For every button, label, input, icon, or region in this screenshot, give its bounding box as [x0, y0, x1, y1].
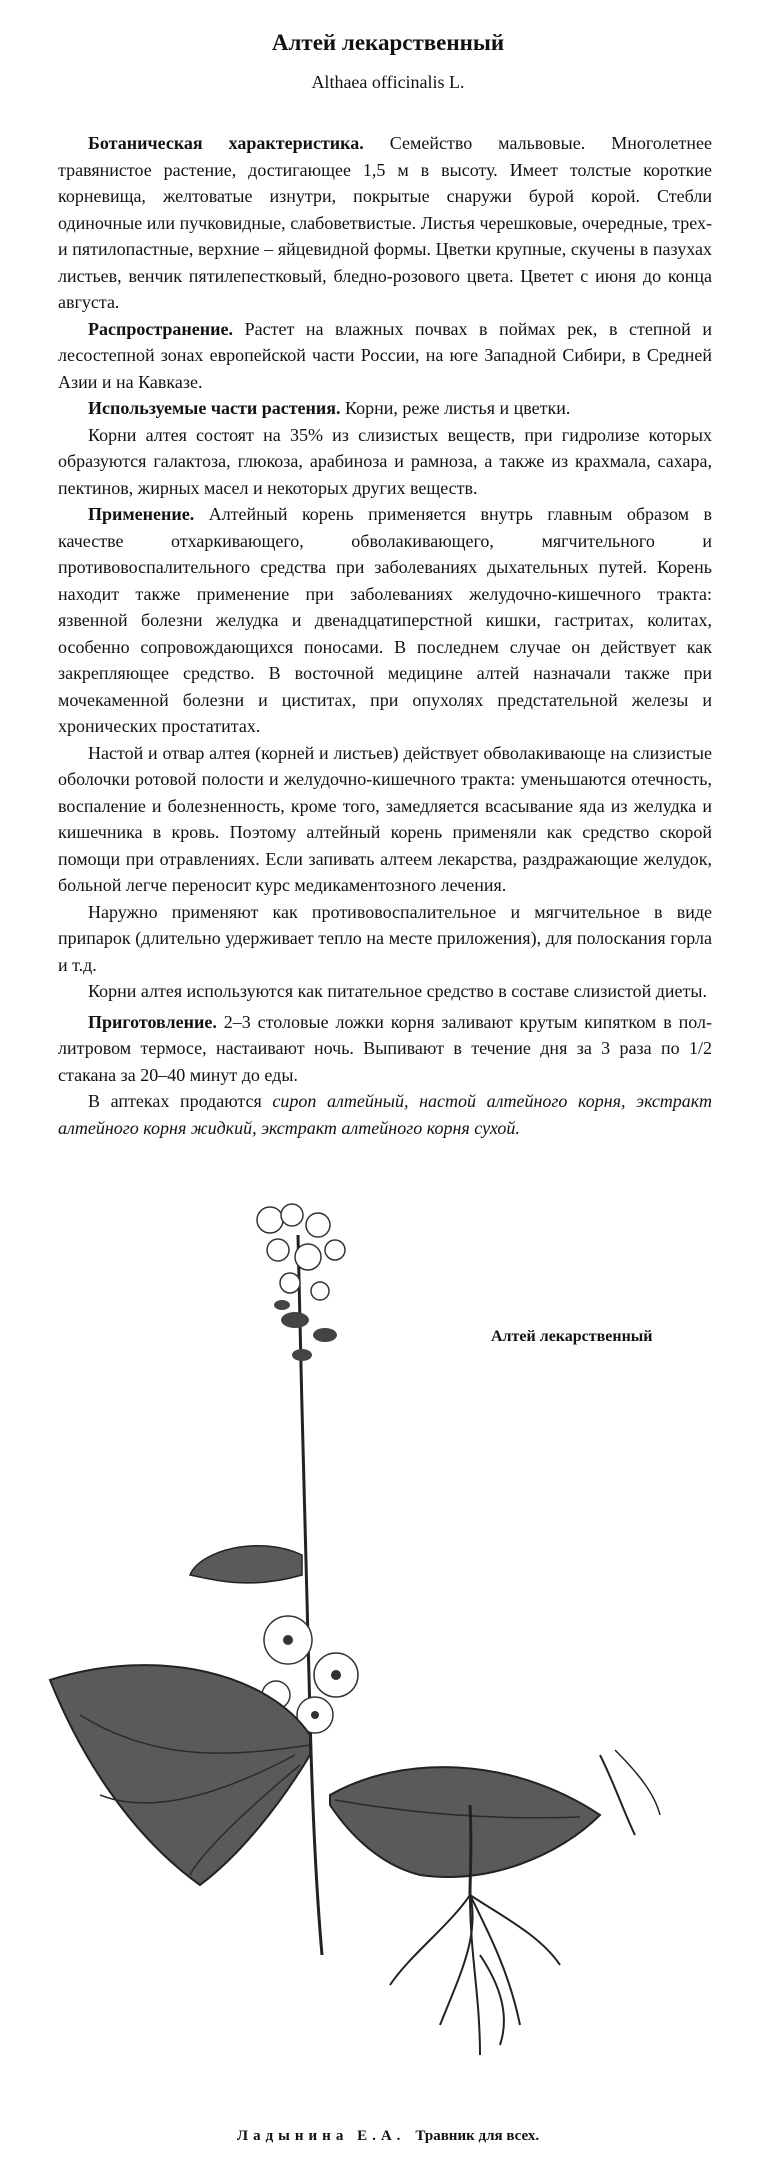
preparation-paragraph — [58, 1009, 712, 1089]
botany-paragraph — [58, 130, 712, 316]
external-use-paragraph: Наружно применяют как противовоспалительное и мягчительное в виде припарок (длительно удерживает тепло на месте приложения), для полоскания горла и т.д. — [58, 901, 712, 975]
flower-cluster-top — [257, 1204, 345, 1300]
pharmacy-paragraph — [58, 1088, 712, 1141]
distribution-paragraph — [58, 316, 712, 396]
article-body — [58, 130, 712, 1141]
usage-heading: Применение. — [88, 504, 195, 524]
botany-heading: Ботаническая характеристика. — [88, 133, 364, 153]
diet-paragraph: Корни алтея используются как питательное средство в составе слизистой диеты. — [88, 981, 707, 1001]
preparation-text: 2–3 столовые ложки корня заливают крутым кипятком в пол-литровом термосе, настаивают ночь. Выпивают в течение дня за 3 раза по 1/2 стакана за 20–40 минут до еды. — [58, 1011, 712, 1085]
botany-text: Семейство мальвовые. Многолетнее травянистое растение, достигающее 1,5 м в высоту. Имеет толстые короткие корневища, желтоватые изнутри, покрытые снаружи бурой корой. Стебли одиночные или пучковидные, слабоветвистые. Листья черешковые, очередные, трех- и пятилопастные, верхние – яйцевидной формы. Цветки крупные, скучены в пазухах листьев, венчик пятилепестковый, бледно-розового цвета. Цветет с июня до конца августа. — [58, 133, 712, 312]
distribution-heading: Распространение. — [88, 318, 234, 339]
parts-heading: Используемые части растения. — [88, 398, 341, 418]
footer-book-title: Травник для всех. — [415, 2128, 540, 2144]
parts-paragraph — [58, 395, 712, 422]
composition-paragraph: Корни алтея состоят на 35% из слизистых веществ, при гидролизе которых образуются галактоза, глюкоза, арабиноза и рамноза, а также из крахмала, сахара, пектинов, жирных масел и некоторых других веществ. — [58, 424, 712, 498]
root-system — [390, 1895, 560, 2055]
latin-name: Althaea officinalis L. — [311, 72, 465, 92]
pharmacy-lead: В аптеках продаются — [88, 1091, 273, 1111]
page-footer — [0, 2128, 776, 2145]
figure-caption: Алтей лекарственный — [491, 1328, 653, 1345]
parts-text: Корни, реже листья и цветки. — [340, 398, 571, 418]
usage-paragraph — [58, 501, 712, 740]
distribution-text: Растет на влажных почвах в поймах рек, в степной и лесостепной зонах европейской части России, на юге Западной Сибири, в Средней Азии и на Кавказе. — [58, 318, 712, 392]
pharmacy-products: сироп алтейный, настой алтейного корня, экстракт алтейного корня жидкий, экстракт алтейного корня сухой. — [58, 1091, 712, 1138]
footer-author: Ладынина Е.А. — [236, 2128, 406, 2144]
usage-text: Алтейный корень применяется внутрь главным образом в качестве отхаркивающего, обволакивающего, мягчительного и противовоспалительного средства при заболеваниях дыхательных путей. Корень находит также применение при заболеваниях желудочно-кишечного тракта: язвенной болезни желудка и двенадцатиперстной кишки, гастритах, колитах, особенно сопровождающихся поносами. В последнем случае он действует как закрепляющее средство. В восточной медицине алтей назначали также при мочекаменной болезни и циститах, при опухолях предстательной железы и хронических простатитах. — [58, 504, 712, 736]
preparation-heading: Приготовление. — [88, 1011, 217, 1032]
infusion-paragraph: Настой и отвар алтея (корней и листьев) действует обволакивающе на слизистые оболочки ротовой полости и желудочно-кишечного тракта: уменьшаются отечность, воспаление и болезненность, кроме того, замедляется всасывание яда из желудка и кишечника в кровь. Поэтому алтейный корень применяли как средство скорой помощи при отравлениях. Если запивать алтеем лекарства, раздражающие желудок, больной легче переносит курс медикаментозного лечения. — [58, 742, 712, 895]
page-title: Алтей лекарственный — [271, 30, 505, 55]
